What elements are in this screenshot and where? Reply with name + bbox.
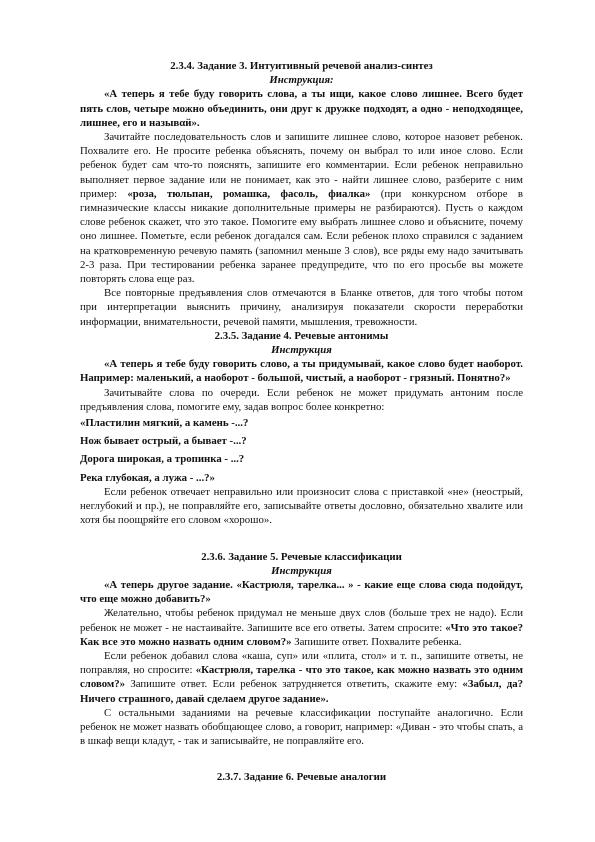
list-item: Нож бывает острый, а бывает -...? <box>80 435 247 448</box>
section-heading-2-3-7: 2.3.7. Задание 6. Речевые аналогии <box>216 771 387 784</box>
paragraph-text: Желательно, чтобы ребенок придумал не меньше двух слов (больше трех не надо). Если ребенок не может - не настаивайте. Запишите все его ответы. Затем спросите: <box>80 607 523 634</box>
example-words: «роза, тюльпан, ромашка, фасоль, фиалка» <box>127 187 371 200</box>
question-text: «Кастрюля, тарелка - что это такое, как можно назвать это одним словом?» <box>80 664 523 691</box>
paragraph-text: Запишите ответ. Похвалите ребенка. <box>291 635 462 648</box>
instruction-quote: «А теперь я тебе буду говорить слово, а ты придумывай, какое слово будет наоборот. Например: маленький, а наоборот - большой, чистый, а наоборот - грязный. Понятно?» <box>80 358 523 385</box>
paragraph: С остальными заданиями на речевые классификации поступайте аналогично. Если ребенок не может назвать обобщающее слово, а говорит, например: «Диван - это чтобы спать, а в шкаф вещи кладут, - так и записывайте, не поправляйте его. <box>80 706 523 748</box>
section-gap <box>80 528 523 550</box>
paragraph <box>80 130 523 286</box>
instruction-label: Инструкция: <box>269 74 334 87</box>
antonym-prompts-list <box>80 416 523 485</box>
instruction-label: Инструкция <box>271 344 332 357</box>
list-item: Дорога широкая, а тропинка - ...? <box>80 453 245 466</box>
paragraph-text: (при конкурсном отборе в гимназические классы никакие дополнительные примеры не разбираются). Пусть о каждом слове ребенок скажет, что это такое. Помогите ему выбрать лишнее слово и объясните, почему оно лишнее. Пометьте, если ребенок догадался сам. Если ребенок плохо справился с заданием на кратковременную речевую память (запомнил меньше 3 слов), все ряды ему надо зачитывать 2-3 раза. При тестировании ребенка заранее предупредите, что по его просьбе вы можете повторять слова еще раз. <box>80 187 523 286</box>
paragraph: Все повторные предъявления слов отмечаются в Бланке ответов, для того чтобы потом при интерпретации выяснить причину, анализируя показатели скорости переработки информации, внимательности, речевой памяти, мышления, тревожности. <box>80 287 523 328</box>
list-item: Река глубокая, а лужа - ...?» <box>80 471 215 484</box>
paragraph: Если ребенок отвечает неправильно или произносит слова с приставкой «не» (неострый, неглубокий и пр.), не поправляйте его, записывайте ответы дословно, обязательно хвалите или хотя бы поощряйте его словом «хорошо». <box>80 485 523 527</box>
paragraph-text: Зачитайте последовательность слов и запишите лишнее слово, которое назовет ребенок. Похвалите его. Не просите ребенка объяснять, почему он выбрал то или иное слово. Если ребенок будет сам что-то пояснять, запишите его комментарии. Если ребенок неправильно выполняет первое задание или не понимает, как это - найти лишнее слово, разберите с ним пример: <box>80 131 523 200</box>
instruction-label: Инструкция <box>271 564 332 577</box>
question-text: «Забыл, да? Ничего страшного, давай сделаем другое задание». <box>80 678 523 705</box>
paragraph <box>80 649 523 706</box>
paragraph <box>80 606 523 649</box>
paragraph-text: Запишите ответ. Если ребенок затрудняется ответить, скажите ему: <box>125 678 463 691</box>
section-heading-2-3-6: 2.3.6. Задание 5. Речевые классификации <box>201 550 402 563</box>
question-text: «Что это такое? Как все это можно назвать одним словом?» <box>80 621 523 648</box>
instruction-quote: «А теперь я тебе буду говорить слова, а ты ищи, какое слово лишнее. Всего будет пять слов, четыре можно объединить, они друг к дружке подходят, а одно - неподходящее, лишнее, его и назывαй». <box>80 88 523 129</box>
section-heading-2-3-4: 2.3.4. Задание 3. Интуитивный речевой анализ-синтез <box>170 60 433 72</box>
section-heading-2-3-5: 2.3.5. Задание 4. Речевые антонимы <box>214 329 389 342</box>
instruction-quote: «А теперь другое задание. «Кастрюля, тарелка... » - какие еще слова сюда подойдут, что еще можно добавить?» <box>80 578 523 606</box>
section-gap <box>80 748 523 770</box>
paragraph: Зачитывайте слова по очереди. Если ребенок не может придумать антоним после предъявления слова, помогите ему, задав вопрос более конкретно: <box>80 386 523 413</box>
list-item: «Пластилин мягкий, а камень -...? <box>80 417 249 430</box>
paragraph-text: Если ребенок добавил слова «каша, суп» или «плита, стол» и т. п., запишите ответы, не поправляя, но спросите: <box>80 649 523 677</box>
